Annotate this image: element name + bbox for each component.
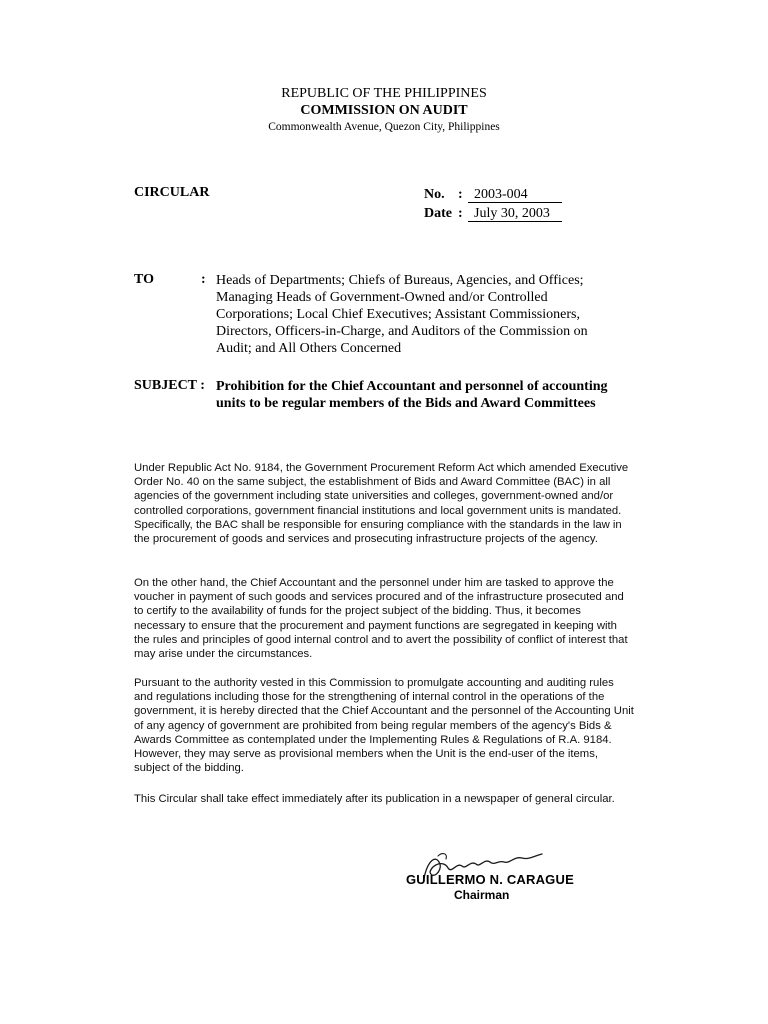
body-paragraph: Under Republic Act No. 9184, the Government Procurement Reform Act which amended Executive Order No. 40 on the same subject, the establishment of Bids and Award Committee (BAC) in all agencies of the government including state universities and colleges, government-owned and/or controlled corporations, government financial institutions and local government units is mandated. Specifically, the BAC shall be responsible for ensuring compliance with the standards in the law in the procurement of goods and services and prosecuting infrastructure projects of the agency. <box>134 462 629 546</box>
signatory-name: GUILLERMO N. CARAGUE <box>406 872 574 887</box>
date-colon: : <box>458 206 463 221</box>
subject-text: Prohibition for the Chief Accountant and personnel of accounting units to be regular members of the Bids and Award Committees <box>216 379 608 411</box>
date-colon-wrap <box>458 204 463 222</box>
to-recipients: Heads of Departments; Chiefs of Bureaus, Agencies, and Offices; Managing Heads of Government-Owned and/or Controlled Corporations; Local Chief Executives; Assistant Commissioners, Directors, Officers-in-Charge, and Auditors of the Commission on Audit; and All Others Concerned <box>216 273 588 356</box>
header-republic: REPUBLIC OF THE PHILIPPINES <box>281 86 487 101</box>
number-colon-wrap <box>458 185 463 203</box>
body-paragraph: On the other hand, the Chief Accountant and the personnel under him are tasked to approve the voucher in payment of such goods and services procured and of the infrastructure prosecuted and to certify to the availability of funds for the project subject of the bidding. Thus, it becomes necessary to ensure that the procurement and payment functions are segregated in keeping with the rules and principles of good internal control and to avert the possibility of conflict of interest that may arise under the circumstances. <box>134 577 628 661</box>
body-paragraph: This Circular shall take effect immediately after its publication in a newspaper of general circular. <box>134 793 615 805</box>
number-value-wrap <box>468 185 562 203</box>
subject-label: SUBJECT : <box>134 378 205 393</box>
circular-date: July 30, 2003 <box>468 206 562 222</box>
header-commission: COMMISSION ON AUDIT <box>300 103 468 118</box>
date-value-wrap <box>468 204 562 222</box>
circular-label: CIRCULAR <box>134 185 210 200</box>
date-label: Date <box>424 206 452 221</box>
to-label: TO <box>134 272 154 287</box>
to-colon: : <box>201 272 206 287</box>
circular-number: 2003-004 <box>468 187 562 203</box>
number-colon: : <box>458 187 463 202</box>
header-address: Commonwealth Avenue, Quezon City, Philippines <box>268 121 500 133</box>
circular-number-row <box>424 185 445 203</box>
number-label: No. <box>424 187 445 202</box>
circular-date-row <box>424 204 452 222</box>
signatory-title: Chairman <box>454 888 510 902</box>
body-paragraph: Pursuant to the authority vested in this Commission to promulgate accounting and auditing rules and regulations including those for the strengthening of internal control in the operations of the government, it is hereby directed that the Chief Accountant and the personnel of the Accounting Unit of any agency of government are prohibited from being regular members of the agency's Bids & Awards Committee as contemplated under the Implementing Rules & Regulations of R.A. 9184. However, they may serve as provisional members when the Unit is the end-user of the items, subject of the bidding. <box>134 677 634 775</box>
